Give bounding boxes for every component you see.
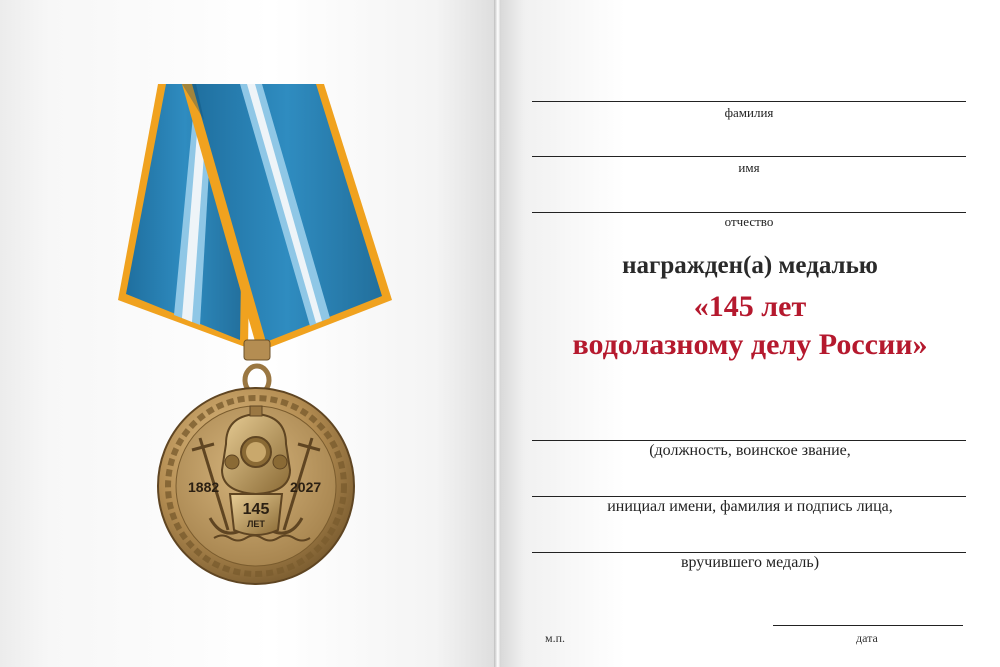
awarded-text: награжден(а) медалью bbox=[622, 252, 878, 279]
book-spine bbox=[494, 0, 501, 667]
position-line bbox=[532, 440, 966, 441]
name-line bbox=[532, 156, 966, 157]
initials-line bbox=[532, 496, 966, 497]
ribbon bbox=[118, 84, 392, 352]
medal-title-line1: «145 лет bbox=[693, 290, 807, 323]
presenter-line bbox=[532, 552, 966, 553]
position-caption: (должность, воинское звание, bbox=[649, 442, 851, 459]
date-line bbox=[773, 625, 963, 626]
initials-caption: инициал имени, фамилия и подпись лица, bbox=[607, 498, 893, 515]
medal-suspension bbox=[244, 340, 270, 394]
date-label: дата bbox=[856, 631, 878, 645]
surname-line bbox=[532, 101, 966, 102]
seal-label: м.п. bbox=[545, 631, 566, 645]
surname-label: фамилия bbox=[724, 105, 774, 120]
medal-years-count: 145 bbox=[242, 501, 270, 518]
patronymic-label: отчество bbox=[724, 214, 774, 229]
medal-year-start: 1882 bbox=[188, 479, 220, 495]
medal-years-word: ЛЕТ bbox=[247, 519, 265, 529]
presenter-caption: вручившего медаль) bbox=[680, 554, 820, 571]
medal-illustration bbox=[0, 0, 495, 667]
medal-title-line2: водолазному делу России» bbox=[572, 328, 928, 361]
patronymic-line bbox=[532, 212, 966, 213]
name-label: имя bbox=[738, 160, 760, 175]
medal-year-end: 2027 bbox=[290, 479, 322, 495]
